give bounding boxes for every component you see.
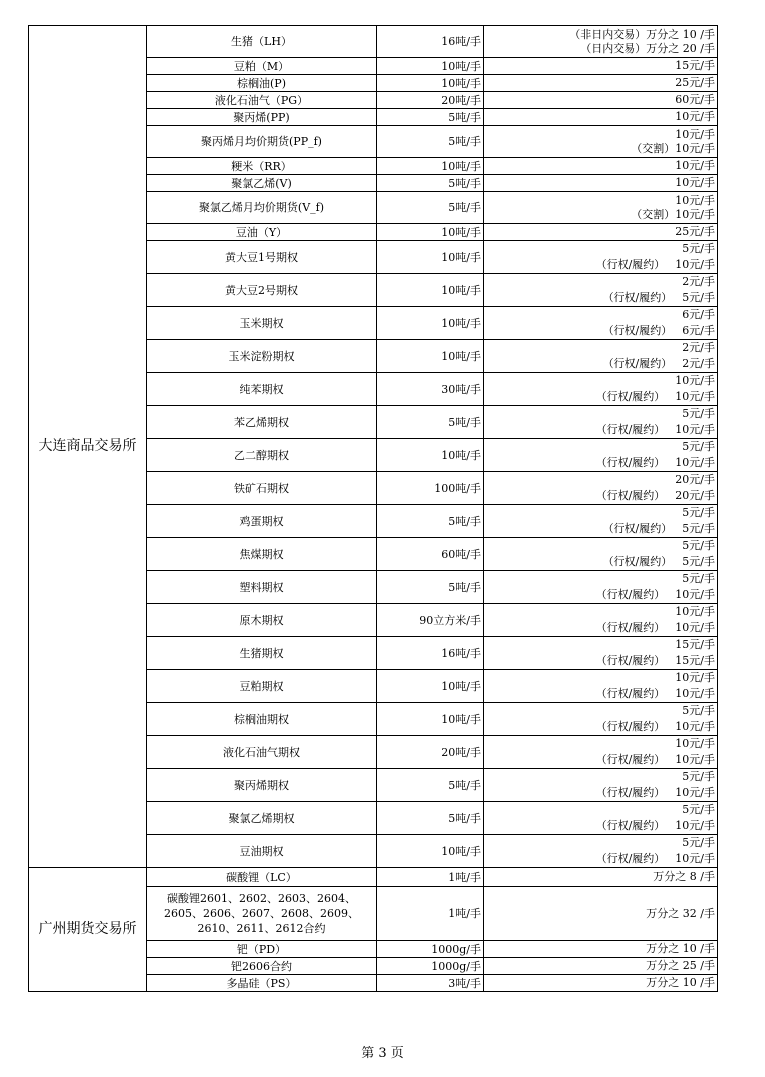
fee-cell xyxy=(484,941,718,958)
fee-cell xyxy=(484,340,718,373)
fee-line xyxy=(486,959,715,973)
fee-line xyxy=(486,538,715,554)
unit-cell: 5吨/手 xyxy=(377,126,484,158)
product-name-cell: 豆油期权 xyxy=(147,835,377,868)
fee-line xyxy=(486,406,715,422)
product-name-cell: 原木期权 xyxy=(147,604,377,637)
fee-line xyxy=(486,976,715,990)
product-name-cell: 钯2606合约 xyxy=(147,958,377,975)
unit-cell: 60吨/手 xyxy=(377,538,484,571)
fee-cell xyxy=(484,736,718,769)
fee-value: 5元/手 xyxy=(682,539,715,552)
product-name-cell: 焦煤期权 xyxy=(147,538,377,571)
fee-line xyxy=(486,159,715,173)
fee-value: 15元/手 xyxy=(675,638,715,651)
fee-line xyxy=(486,505,715,521)
fee-value: 10元/手 xyxy=(675,193,715,207)
fee-line xyxy=(486,176,715,190)
fee-line xyxy=(486,587,715,603)
unit-cell: 1000g/手 xyxy=(377,941,484,958)
fee-cell xyxy=(484,505,718,538)
unit-cell: 10吨/手 xyxy=(377,307,484,340)
fee-cell xyxy=(484,373,718,406)
fee-line xyxy=(486,686,715,702)
fee-line xyxy=(486,907,715,921)
fee-value: 5元/手 xyxy=(682,770,715,783)
fee-line xyxy=(486,752,715,768)
fee-cell xyxy=(484,224,718,241)
product-name-cell: 豆油（Y） xyxy=(147,224,377,241)
fee-prefix: （行权/履约） xyxy=(602,357,673,370)
fee-value: 5元/手 xyxy=(682,440,715,453)
unit-cell: 100吨/手 xyxy=(377,472,484,505)
unit-cell: 5吨/手 xyxy=(377,505,484,538)
fee-value: 5元/手 xyxy=(682,704,715,717)
fee-prefix: （行权/履约） xyxy=(602,291,673,304)
product-name-cell: 聚氯乙烯期权 xyxy=(147,802,377,835)
fee-line xyxy=(486,307,715,323)
product-name-cell: 聚丙烯(PP) xyxy=(147,109,377,126)
unit-cell: 1吨/手 xyxy=(377,887,484,941)
fee-cell xyxy=(484,538,718,571)
table-row xyxy=(29,868,718,887)
fee-cell xyxy=(484,802,718,835)
fee-cell xyxy=(484,769,718,802)
product-name-cell: 苯乙烯期权 xyxy=(147,406,377,439)
unit-cell: 5吨/手 xyxy=(377,109,484,126)
fee-table-body xyxy=(29,26,718,992)
unit-cell: 30吨/手 xyxy=(377,373,484,406)
fee-line xyxy=(486,208,715,222)
fee-line xyxy=(486,818,715,834)
fee-line xyxy=(486,422,715,438)
fee-prefix: （行权/履约） xyxy=(595,588,666,601)
product-name-cell: 聚丙烯期权 xyxy=(147,769,377,802)
fee-value: 万分之 32 /手 xyxy=(646,906,715,920)
fee-line xyxy=(486,604,715,620)
fee-cell xyxy=(484,109,718,126)
unit-cell: 3吨/手 xyxy=(377,975,484,992)
fee-value: 25元/手 xyxy=(675,76,715,89)
unit-cell: 90立方米/手 xyxy=(377,604,484,637)
fee-cell xyxy=(484,26,718,58)
fee-prefix: （行权/履约） xyxy=(602,522,673,535)
product-name-cell: 聚丙烯月均价期货(PP_f) xyxy=(147,126,377,158)
page-footer xyxy=(0,1042,765,1061)
unit-cell: 1000g/手 xyxy=(377,958,484,975)
fee-line xyxy=(486,455,715,471)
fee-line xyxy=(486,76,715,90)
fee-line xyxy=(486,802,715,818)
product-name-cell: 玉米淀粉期权 xyxy=(147,340,377,373)
unit-cell: 10吨/手 xyxy=(377,158,484,175)
fee-value: 10元/手 xyxy=(675,159,715,172)
product-name-cell: 棕榈油(P) xyxy=(147,75,377,92)
fee-cell xyxy=(484,703,718,736)
fee-line xyxy=(486,110,715,124)
fee-cell xyxy=(484,835,718,868)
product-name-cell: 钯（PD） xyxy=(147,941,377,958)
fee-line xyxy=(486,241,715,257)
table-row xyxy=(29,26,718,58)
product-name-cell: 黄大豆2号期权 xyxy=(147,274,377,307)
fee-value: 15元/手 xyxy=(675,59,715,72)
product-name-cell: 纯苯期权 xyxy=(147,373,377,406)
fee-line xyxy=(486,851,715,867)
fee-cell xyxy=(484,604,718,637)
product-name-cell: 聚氯乙烯月均价期货(V_f) xyxy=(147,192,377,224)
fee-value: （交割）10元/手 xyxy=(631,207,715,221)
fee-value: 5元/手 xyxy=(682,407,715,420)
exchange-cell: 大连商品交易所 xyxy=(29,26,147,868)
fee-value: 20元/手 xyxy=(675,489,715,502)
fee-value: 10元/手 xyxy=(675,753,715,766)
product-name-cell: 乙二醇期权 xyxy=(147,439,377,472)
unit-cell: 16吨/手 xyxy=(377,26,484,58)
exchange-cell: 广州期货交易所 xyxy=(29,868,147,992)
fee-value: 5元/手 xyxy=(682,506,715,519)
fee-line xyxy=(486,670,715,686)
fee-prefix: （行权/履约） xyxy=(595,786,666,799)
fee-cell xyxy=(484,887,718,941)
fee-prefix: （行权/履约） xyxy=(595,621,666,634)
fee-line xyxy=(486,703,715,719)
fee-value: 万分之 10 /手 xyxy=(646,942,715,955)
fee-value: 10元/手 xyxy=(675,456,715,469)
fee-line xyxy=(486,521,715,537)
unit-cell: 5吨/手 xyxy=(377,571,484,604)
fee-value: 10元/手 xyxy=(675,588,715,601)
fee-value: 6元/手 xyxy=(682,308,715,321)
fee-value: 6元/手 xyxy=(682,324,715,337)
fee-value: 10元/手 xyxy=(675,819,715,832)
product-name-cell: 碳酸锂（LC） xyxy=(147,868,377,887)
fee-cell xyxy=(484,58,718,75)
fee-line xyxy=(486,719,715,735)
fee-cell xyxy=(484,175,718,192)
fee-line xyxy=(486,373,715,389)
unit-cell: 10吨/手 xyxy=(377,224,484,241)
fee-value: 10元/手 xyxy=(675,176,715,189)
fee-line xyxy=(486,942,715,956)
fee-value: 2元/手 xyxy=(682,341,715,354)
fee-cell xyxy=(484,958,718,975)
fee-value: 10元/手 xyxy=(675,852,715,865)
fee-line xyxy=(486,870,715,884)
fee-value: 万分之 10 /手 xyxy=(646,976,715,989)
fee-prefix: （行权/履约） xyxy=(595,489,666,502)
fee-line xyxy=(486,785,715,801)
fee-value: 5元/手 xyxy=(682,522,715,535)
fee-table xyxy=(28,25,718,992)
product-name-cell: 生猪（LH） xyxy=(147,26,377,58)
fee-value: 10元/手 xyxy=(675,258,715,271)
unit-cell: 10吨/手 xyxy=(377,274,484,307)
fee-prefix: （行权/履约） xyxy=(595,423,666,436)
fee-prefix: （行权/履约） xyxy=(595,654,666,667)
fee-line xyxy=(486,637,715,653)
fee-value: 10元/手 xyxy=(675,390,715,403)
fee-prefix: （行权/履约） xyxy=(595,819,666,832)
fee-prefix: （行权/履约） xyxy=(595,753,666,766)
fee-line xyxy=(486,42,715,56)
fee-prefix: （行权/履约） xyxy=(595,852,666,865)
fee-value: 5元/手 xyxy=(682,242,715,255)
fee-cell xyxy=(484,637,718,670)
unit-cell: 5吨/手 xyxy=(377,406,484,439)
fee-value: （日内交易）万分之 20 /手 xyxy=(580,41,715,55)
fee-line xyxy=(486,439,715,455)
fee-value: 5元/手 xyxy=(682,291,715,304)
unit-cell: 10吨/手 xyxy=(377,58,484,75)
fee-value: 10元/手 xyxy=(675,687,715,700)
product-name-cell: 豆粕（M） xyxy=(147,58,377,75)
fee-value: 10元/手 xyxy=(675,720,715,733)
fee-value: 10元/手 xyxy=(675,374,715,387)
fee-cell xyxy=(484,92,718,109)
fee-cell xyxy=(484,975,718,992)
fee-line xyxy=(486,59,715,73)
fee-line xyxy=(486,620,715,636)
fee-line xyxy=(486,142,715,156)
fee-value: 10元/手 xyxy=(675,423,715,436)
unit-cell: 10吨/手 xyxy=(377,241,484,274)
fee-prefix: （行权/履约） xyxy=(595,390,666,403)
fee-cell xyxy=(484,192,718,224)
fee-value: 15元/手 xyxy=(675,654,715,667)
fee-line xyxy=(486,290,715,306)
product-name-cell: 棕榈油期权 xyxy=(147,703,377,736)
unit-cell: 5吨/手 xyxy=(377,192,484,224)
fee-prefix: （行权/履约） xyxy=(595,687,666,700)
fee-value: 10元/手 xyxy=(675,127,715,141)
fee-cell xyxy=(484,670,718,703)
fee-prefix: （行权/履约） xyxy=(595,456,666,469)
fee-value: 25元/手 xyxy=(675,225,715,238)
fee-prefix: （行权/履约） xyxy=(595,720,666,733)
fee-value: 10元/手 xyxy=(675,605,715,618)
fee-prefix: （行权/履约） xyxy=(595,258,666,271)
fee-value: 20元/手 xyxy=(675,473,715,486)
unit-cell: 1吨/手 xyxy=(377,868,484,887)
page-number: 第 3 页 xyxy=(361,1046,404,1061)
fee-value: 10元/手 xyxy=(675,110,715,123)
product-name-cell: 豆粕期权 xyxy=(147,670,377,703)
product-name-cell: 碳酸锂2601、2602、2603、2604、2605、2606、2607、2608、2609、2610、2611、2612合约 xyxy=(147,887,377,941)
fee-value: 5元/手 xyxy=(682,836,715,849)
fee-cell xyxy=(484,406,718,439)
unit-cell: 10吨/手 xyxy=(377,439,484,472)
fee-line xyxy=(486,257,715,273)
unit-cell: 10吨/手 xyxy=(377,835,484,868)
unit-cell: 10吨/手 xyxy=(377,670,484,703)
fee-line xyxy=(486,194,715,208)
fee-line xyxy=(486,128,715,142)
fee-line xyxy=(486,769,715,785)
product-name-cell: 鸡蛋期权 xyxy=(147,505,377,538)
fee-line xyxy=(486,274,715,290)
fee-value: 10元/手 xyxy=(675,737,715,750)
product-name-cell: 玉米期权 xyxy=(147,307,377,340)
fee-value: 万分之 25 /手 xyxy=(646,959,715,972)
fee-line xyxy=(486,356,715,372)
fee-line xyxy=(486,554,715,570)
unit-cell: 5吨/手 xyxy=(377,769,484,802)
fee-value: 2元/手 xyxy=(682,275,715,288)
product-name-cell: 生猪期权 xyxy=(147,637,377,670)
unit-cell: 5吨/手 xyxy=(377,175,484,192)
product-name-cell: 铁矿石期权 xyxy=(147,472,377,505)
unit-cell: 20吨/手 xyxy=(377,92,484,109)
unit-cell: 20吨/手 xyxy=(377,736,484,769)
fee-value: 5元/手 xyxy=(682,555,715,568)
fee-cell xyxy=(484,241,718,274)
product-name-cell: 多晶硅（PS） xyxy=(147,975,377,992)
product-name-cell: 塑料期权 xyxy=(147,571,377,604)
fee-value: 60元/手 xyxy=(675,93,715,106)
fee-cell xyxy=(484,75,718,92)
fee-line xyxy=(486,389,715,405)
fee-line xyxy=(486,340,715,356)
fee-cell xyxy=(484,158,718,175)
unit-cell: 16吨/手 xyxy=(377,637,484,670)
fee-line xyxy=(486,472,715,488)
unit-cell: 10吨/手 xyxy=(377,340,484,373)
fee-value: 万分之 8 /手 xyxy=(653,870,715,883)
unit-cell: 10吨/手 xyxy=(377,703,484,736)
fee-value: 10元/手 xyxy=(675,621,715,634)
fee-line xyxy=(486,571,715,587)
fee-value: 5元/手 xyxy=(682,803,715,816)
fee-cell xyxy=(484,274,718,307)
fee-prefix: （行权/履约） xyxy=(602,324,673,337)
product-name-cell: 液化石油气（PG） xyxy=(147,92,377,109)
fee-value: 10元/手 xyxy=(675,671,715,684)
fee-prefix: （行权/履约） xyxy=(602,555,673,568)
unit-cell: 10吨/手 xyxy=(377,75,484,92)
fee-cell xyxy=(484,439,718,472)
fee-value: 2元/手 xyxy=(682,357,715,370)
fee-value: （交割）10元/手 xyxy=(631,141,715,155)
fee-line xyxy=(486,28,715,42)
product-name-cell: 液化石油气期权 xyxy=(147,736,377,769)
fee-cell xyxy=(484,307,718,340)
product-name-cell: 粳米（RR） xyxy=(147,158,377,175)
fee-line xyxy=(486,653,715,669)
fee-cell xyxy=(484,571,718,604)
fee-cell xyxy=(484,472,718,505)
fee-line xyxy=(486,93,715,107)
fee-value: 5元/手 xyxy=(682,572,715,585)
fee-line xyxy=(486,736,715,752)
fee-value: 10元/手 xyxy=(675,786,715,799)
unit-cell: 5吨/手 xyxy=(377,802,484,835)
fee-value: （非日内交易）万分之 10 /手 xyxy=(569,27,715,41)
fee-line xyxy=(486,835,715,851)
product-name-cell: 聚氯乙烯(V) xyxy=(147,175,377,192)
fee-line xyxy=(486,225,715,239)
fee-cell xyxy=(484,868,718,887)
fee-cell xyxy=(484,126,718,158)
fee-line xyxy=(486,323,715,339)
fee-line xyxy=(486,488,715,504)
product-name-cell: 黄大豆1号期权 xyxy=(147,241,377,274)
